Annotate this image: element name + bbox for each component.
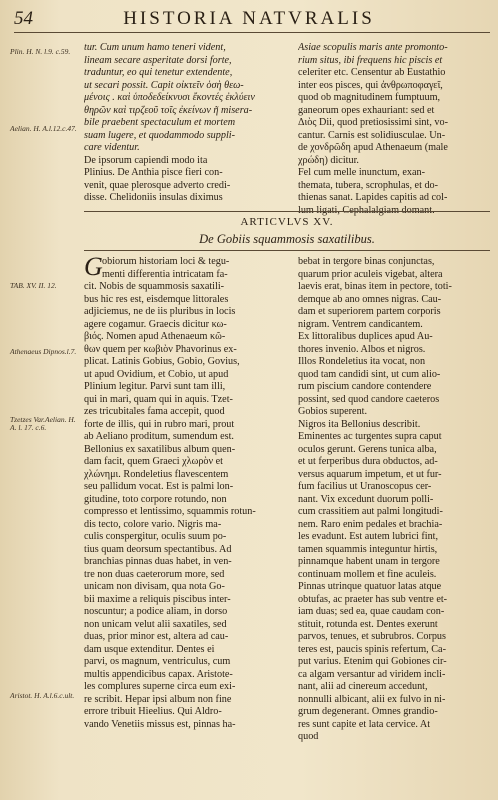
body-right-line: tamen squammis integuntur hirtis,	[298, 543, 438, 555]
body-right-line: les evadunt. Est autem lubrici fint,	[298, 531, 439, 542]
body-right-line: Nigros ita Bellonius describit.	[298, 418, 421, 430]
body-right-line: quarum prior aculeis vigebat, altera	[298, 268, 443, 280]
body-left-line: dis tecto, colore vario. Nigris ma-	[84, 518, 222, 530]
top-right-line: inter eos pisces, qui ἀνθρωποφαγεῖ,	[298, 79, 443, 91]
top-left-line: ut secari possit. Capit οἰκτεῖν ὁσὴ θεω-	[84, 79, 244, 91]
top-right-line: cantur. Carnis est solidiusculae. Un-	[298, 129, 446, 141]
body-right-line: Pinnas utrinque quatuor latas atque	[298, 581, 442, 592]
body-right-line: possint, sed quod candore caeteros	[298, 393, 440, 405]
top-right-column	[298, 42, 496, 217]
top-left-line: traduntur, eo qui tenetur extendente,	[84, 67, 233, 78]
body-right-line: nant, alii ad cinereum accedunt,	[298, 681, 428, 692]
body-left-line: Bellonius ex saxatilibus album quen-	[84, 443, 236, 455]
body-left-line: vando Venetiis missus est, pinnas ha-	[84, 718, 236, 730]
top-left-line: θηρῶν καὶ τιρζεοῦ τοῖς ἐκείνων ῆ misera-	[84, 104, 253, 116]
body-right-line: ca algam versantur ad viridem incli-	[298, 668, 446, 680]
body-right-line: quod	[298, 731, 319, 742]
body-right-column	[298, 256, 496, 744]
body-left-line: seu pallidum vocat. Est is palmi lon-	[84, 481, 234, 492]
top-left-line: De ipsorum capiendi modo ita	[84, 154, 208, 166]
top-left-line: lineam secare asperitate dorsi forte,	[84, 54, 232, 66]
body-right-line: teres est, paucis spinis refertum, Ca-	[298, 643, 446, 655]
body-right-line: nigram. Ventrem candicantem.	[298, 318, 423, 330]
body-left-line: ab Aeliano proditum, sumendum est.	[84, 431, 234, 442]
margin-note-tzetzes: Tzetzes Var.Aelian. H. A. l. 17. c.6.	[10, 415, 76, 433]
body-left-line: bii maxime a reliquis piscibus inter-	[84, 593, 231, 605]
body-right-line: quod tam candidi sint, ut cum alio-	[298, 368, 441, 380]
top-right-line: celeriter etc. Censentur ab Eustathio	[298, 67, 446, 78]
body-right-line: Eminentes ac turgentes supra caput	[298, 431, 442, 442]
body-right-line: versus aquarum impetum, et ut fur-	[298, 468, 442, 480]
body-right-line: Gobios superent.	[298, 406, 368, 417]
body-left-line: noscuntur; a podice aliam, in dorso	[84, 606, 228, 617]
top-left-column	[84, 42, 291, 205]
body-left-line: gitudine, toto corpore rotundo, non	[84, 493, 227, 505]
top-left-line: bile praebent spectaculum et mortem	[84, 117, 236, 128]
body-right-line: dam et superiorem partem corporis	[298, 306, 441, 317]
body-left-line: compresso et lentissimo, squammis rotun-	[84, 506, 256, 517]
top-right-line: themata, tubera, scrophulas, et do-	[298, 179, 439, 191]
body-right-line: thores invenio. Albos et nigros.	[298, 343, 426, 355]
body-left-line: obiorum historiam loci & tegu-	[102, 256, 230, 267]
body-left-line: branchias pinnas duas habet, in ven-	[84, 556, 232, 567]
body-left-line: tre non duas caeterorum more, sed	[84, 568, 225, 580]
body-right-line: oculos gerunt. Gerens tunica alba,	[298, 443, 437, 455]
body-left-line: qui in mari, quam qui in aquis. Tzet-	[84, 393, 233, 405]
top-right-line: thienas sanat. Lapides capitis ad col-	[298, 192, 448, 203]
body-right-line: stituit, rotunda est. Dentes exerunt	[298, 618, 438, 630]
body-left-line: re scribit. Hepar ipsi album non fine	[84, 693, 232, 705]
body-right-line: parvos, tenues, et subrubros. Corpus	[298, 631, 446, 642]
body-left-line: menti differentia intricatam fa-	[102, 268, 228, 280]
top-left-line: tur. Cum unum hamo teneri vident,	[84, 42, 226, 53]
running-head: HISTORIA NATVRALIS	[123, 8, 375, 29]
margin-note-aelian: Aelian. H. A.l.12.c.47.	[10, 124, 77, 133]
body-right-line: fum facilius ut Uranoscopus cer-	[298, 481, 432, 492]
body-left-line: unicam non divisam, qua nota Go-	[84, 581, 225, 592]
body-left-line: agere cogamur. Graecis dicitur κω-	[84, 318, 227, 330]
top-left-line: disse. Chelidoniis insulas diximus	[84, 192, 223, 203]
body-left-line: plicat. Latinis Gobius, Gobio, Govius,	[84, 356, 240, 367]
top-right-line: rium situs, ibi frequens hic piscis et	[298, 54, 443, 66]
top-right-line: ganeorum opes exhauriant: sed et	[298, 104, 435, 116]
article-number: ARTICVLVS XV.	[240, 216, 334, 228]
body-left-line: duas, prior minor est, altera ad cau-	[84, 631, 229, 642]
body-right-line: laevis erat, binas item in pectore, toti-	[298, 281, 452, 292]
top-left-line: μένοις . καὶ ὑποδεδείκνυσι ἔκοντές ἐκλύειν	[84, 92, 255, 103]
top-right-line: quod ob magnitudinem fumptuum,	[298, 92, 441, 103]
top-right-line: Διὸς Dii, quod pretiosissimi sint, vo-	[298, 117, 449, 128]
body-left-line: βιός. Nomen apud Athenaeum κῶ-	[84, 331, 226, 342]
body-left-line: non unicam velut alii saxatiles, sed	[84, 618, 227, 630]
body-right-line: res sunt capite et lata cervice. At	[298, 718, 431, 730]
body-right-line: Illos Rondeletius ita vocat, non	[298, 356, 426, 367]
body-left-line: parvi, os magnum, ventriculus, cum	[84, 656, 231, 667]
body-right-line: cum crassitiem aut palmi longitudi-	[298, 506, 443, 517]
body-left-line: tius quam deorsum spectantibus. Ad	[84, 543, 232, 555]
body-left-line: θων quem per κωβιὸν Phavorinus ex-	[84, 343, 237, 355]
margin-note-aristotle: Aristot. H. A.l.6.c.ult.	[10, 691, 75, 700]
body-left-line: ut apud Ovidium, et Cobio, ut apud	[84, 368, 229, 380]
page-number: 54	[14, 8, 33, 29]
body-left-line: zes tricubitales fama accepit, quod	[84, 406, 225, 417]
body-right-line: demque ab ano omnes nigras. Cau-	[298, 293, 442, 305]
body-left-line: χλώνημι. Rondeletius flavescentem	[84, 468, 229, 480]
body-right-line: nem. Raro enim pedales et brachia-	[298, 518, 443, 530]
top-left-line: suam lugere, et quodammodo suppli-	[84, 129, 236, 141]
body-left-line: adjiciemus, ne de iis pluribus in locis	[84, 306, 236, 317]
top-right-line: lum ligati, Cephalalgiam domant.	[298, 204, 435, 216]
body-right-line: bebat in tergore binas conjunctas,	[298, 256, 435, 267]
body-right-line: continuam mollem et fine aculeis.	[298, 568, 437, 580]
margin-note-plin: Plin. H. N. l.9. c.59.	[10, 47, 71, 56]
body-right-line: Ex littoralibus duplices apud Au-	[298, 331, 433, 342]
header-rule	[14, 32, 490, 33]
top-left-line: venit, quae plerosque adverto credi-	[84, 179, 231, 191]
body-right-line: grum degenerant. Omnes grandio-	[298, 706, 438, 717]
body-left-line: culis conspergitur, oculis suum po-	[84, 531, 227, 542]
body-left-line: dam usque extenditur. Dentes ei	[84, 643, 215, 655]
body-left-line: errore tribuit Hieelius. Qui Aldro-	[84, 706, 222, 717]
body-right-line: obtufas, ac praeter has sub ventre et-	[298, 593, 448, 605]
top-left-line: Plinius. De Anthia pisce fieri con-	[84, 167, 223, 178]
article-rule-bottom	[84, 250, 490, 251]
body-left-line: bus hic res est, eisdemque littorales	[84, 293, 229, 305]
body-right-line: pinnamque habent unam in tergore	[298, 556, 440, 567]
body-right-line: rum piscium candore contendere	[298, 381, 432, 392]
body-right-line: nonnulli albicant, alii ex fulvo in ni-	[298, 693, 446, 705]
body-right-line: et ut ferperibus dura obductos, ad-	[298, 456, 438, 467]
body-left-line: les complures superne circa eum exi-	[84, 681, 236, 692]
top-right-line: de χονδρῶδη apud Athenaeum (male	[298, 142, 448, 153]
body-left-line: forte de illis, qui in rubro mari, prout	[84, 418, 235, 430]
body-left-column	[84, 252, 291, 731]
body-right-line: iam duas; sed ea, quae caudam con-	[298, 606, 445, 617]
body-left-line: multis appendicibus capax. Aristote-	[84, 668, 233, 680]
body-right-line: put varius. Etenim qui Gobiones cir-	[298, 656, 447, 667]
top-left-line: care videntur.	[84, 142, 140, 153]
drop-cap: G	[84, 252, 103, 281]
body-left-line: cit. Nobis de squammosis saxatili-	[84, 281, 225, 292]
top-right-line: Asiae scopulis maris ante promonto-	[298, 42, 448, 53]
top-right-line: Fel cum melle inunctum, exan-	[298, 167, 426, 178]
body-left-line: dam facit, quem Graeci χλωρὸν et	[84, 456, 223, 467]
top-right-line: χρώδη) dicitur.	[298, 154, 359, 166]
margin-note-tab: TAB. XV. II. 12.	[10, 281, 57, 290]
article-title: De Gobiis squammosis saxatilibus.	[199, 232, 375, 246]
margin-note-athenaeus: Athenaeus Dipnos.l.7.	[10, 347, 77, 356]
article-rule-top	[84, 211, 490, 212]
body-right-line: nant. Vix excedunt duorum polli-	[298, 493, 434, 505]
body-left-line: Plinium legitur. Parvi sunt tam illi,	[84, 381, 226, 392]
